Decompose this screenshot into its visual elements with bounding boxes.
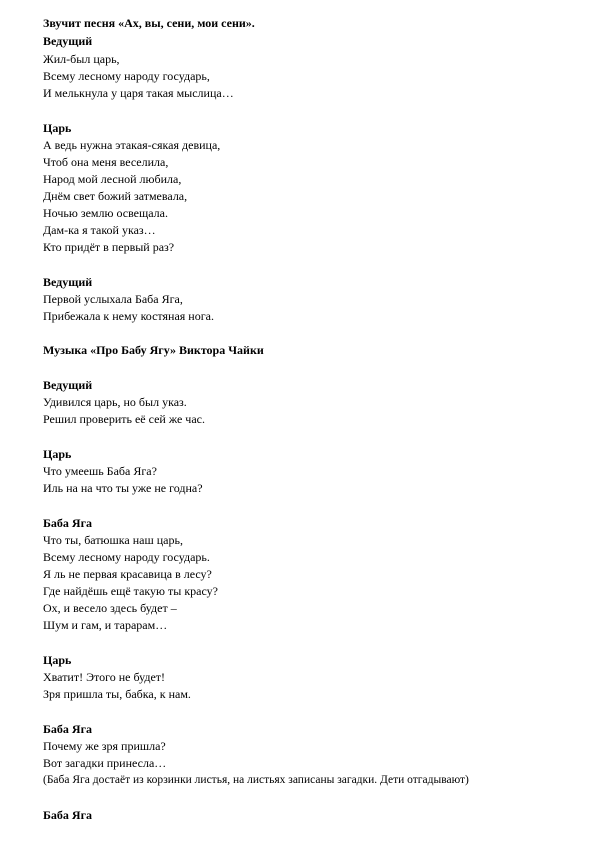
verse-line: Что умеешь Баба Яга?	[43, 464, 157, 478]
speaker-heading: Ведущий	[43, 275, 93, 289]
verse-line: Где найдёшь ещё такую ты красу?	[43, 584, 218, 598]
verse-line: Я ль не первая красавица в лесу?	[43, 567, 212, 581]
speaker-heading: Баба Яга	[43, 516, 93, 530]
verse-line: Почему же зря пришла?	[43, 739, 166, 753]
verse-line: Шум и гам, и тарарам…	[43, 618, 168, 632]
verse-line: Первой услыхала Баба Яга,	[43, 292, 183, 306]
verse-line: Зря пришла ты, бабка, к нам.	[43, 687, 191, 701]
speaker-heading: Царь	[43, 121, 72, 135]
verse-line: И мелькнула у царя такая мыслица…	[43, 86, 234, 100]
verse-line: Иль на на что ты уже не годна?	[43, 481, 203, 495]
verse-line: Всему лесному народу государь.	[43, 550, 210, 564]
verse-line: Прибежала к нему костяная нога.	[43, 309, 214, 323]
stage-direction: Музыка «Про Бабу Ягу» Виктора Чайки	[43, 343, 264, 357]
verse-line: Кто придёт в первый раз?	[43, 240, 175, 254]
stage-direction-note: (Баба Яга достаёт из корзинки листья, на листьях записаны загадки. Дети отгадывают)	[43, 774, 469, 786]
speaker-heading: Баба Яга	[43, 808, 93, 822]
verse-line: Ночью землю освещала.	[43, 206, 168, 220]
speaker-heading: Баба Яга	[43, 722, 93, 736]
verse-line: Чтоб она меня веселила,	[43, 155, 169, 169]
verse-line: Хватит! Этого не будет!	[43, 670, 166, 684]
verse-line: Ох, и весело здесь будет –	[43, 601, 177, 615]
verse-line: Удивился царь, но был указ.	[43, 395, 187, 409]
stage-direction: Звучит песня «Ах, вы, сени, мои сени».	[43, 16, 255, 30]
verse-line: Вот загадки принесла…	[43, 756, 167, 770]
speaker-heading: Царь	[43, 447, 72, 461]
speaker-heading: Царь	[43, 653, 72, 667]
verse-line: Что ты, батюшка наш царь,	[43, 533, 183, 547]
verse-line: Днём свет божий затмевала,	[43, 189, 188, 203]
speaker-heading: Ведущий	[43, 34, 93, 48]
verse-line: Жил-был царь,	[43, 52, 120, 66]
verse-line: А ведь нужна этакая-сякая девица,	[43, 138, 221, 152]
verse-line: Дам-ка я такой указ…	[43, 223, 156, 237]
verse-line: Решил проверить её сей же час.	[43, 412, 205, 426]
speaker-heading: Ведущий	[43, 378, 93, 392]
verse-line: Народ мой лесной любила,	[43, 172, 182, 186]
verse-line: Всему лесному народу государь,	[43, 69, 210, 83]
